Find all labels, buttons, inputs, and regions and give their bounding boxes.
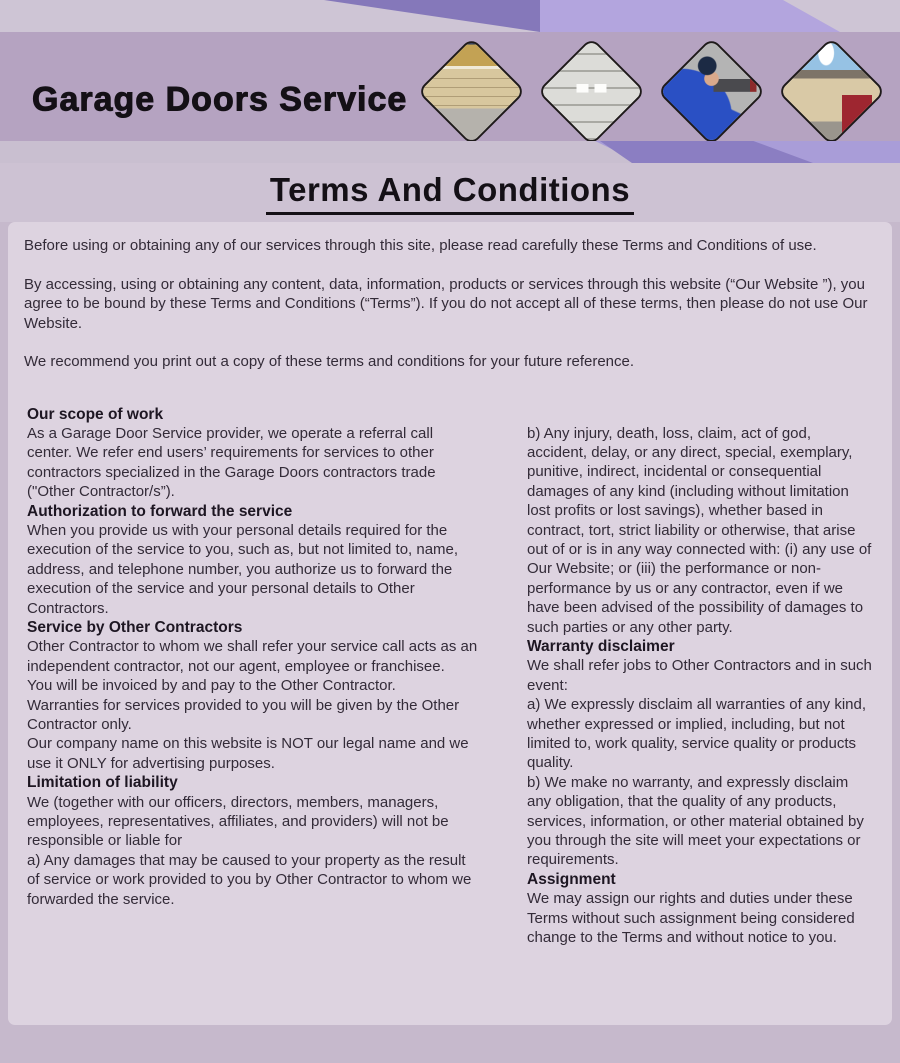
section-heading-scope-of-work: Our scope of work — [27, 405, 164, 423]
terms-column-left — [27, 405, 479, 948]
residential-garage-photo — [417, 37, 526, 146]
brand-title: Garage Doors Service — [32, 80, 408, 119]
technician-photo-image — [658, 38, 765, 145]
section-paragraph: As a Garage Door Service provider, we operate a referral call center. We refer end users’ requirements for services to other contractors specialized in the Garage Doors contractors trade ("Other Contractor/s”). — [27, 424, 436, 501]
sectional-door-photo — [537, 37, 646, 146]
section-paragraph: Warranties for services provided to you will be given by the Other Contractor only. — [27, 696, 460, 733]
intro-paragraph-3: We recommend you print out a copy of these terms and conditions for your future reference. — [24, 353, 635, 370]
section-heading-authorization: Authorization to forward the service — [27, 502, 293, 520]
periwinkle-triangle-shape — [540, 0, 840, 32]
section-heading-limitation-of-liability: Limitation of liability — [27, 774, 178, 792]
intro-paragraph-1: Before using or obtaining any of our services through this site, please read carefully these Terms and Conditions of use. — [24, 237, 817, 254]
section-paragraph: b) Any injury, death, loss, claim, act of god, accident, delay, or any direct, special, exemplary, punitive, indirect, incidental or consequential damages of any kind (including without limitation lost profits or lost savings), whether based in contract, tort, strict liability or otherwise, that arise out of or is in any way connected with: (i) any use of Our Website; or (iii) the performance or non-performance by us or any contractor, even if we have been advised of the possibility of damages to such parties or any other party. — [527, 424, 872, 636]
homes-garage-photo — [777, 37, 886, 146]
terms-columns — [16, 405, 884, 948]
section-heading-warranty-disclaimer: Warranty disclaimer — [527, 637, 675, 655]
header-photo-row — [433, 53, 870, 130]
terms-column-right — [527, 405, 873, 948]
section-heading-service-by-contractors: Service by Other Contractors — [27, 618, 243, 636]
section-paragraph: Other Contractor to whom we shall refer your service call acts as an independent contractor, not our agent, employee or franchisee. — [27, 638, 478, 675]
section-paragraph: When you provide us with your personal details required for the execution of the service to you, such as, but not limited to, name, address, and telephone number, you authorize us to forward the execution of the service and your personal details to Other Contractors. — [27, 521, 459, 617]
page-title: Terms And Conditions — [266, 171, 634, 215]
section-paragraph: We (together with our officers, directors, members, managers, employees, representatives, affiliates, and providers) will not be responsible or liable for — [27, 793, 449, 850]
top-decorative-strip — [0, 0, 900, 32]
section-paragraph: b) We make no warranty, and expressly disclaim any obligation, that the quality of any products, services, information, or other material obtained by you through the site will meet your expectations or requirements. — [527, 773, 864, 869]
section-paragraph: a) Any damages that may be caused to your property as the result of service or work provided to you by Other Contractor to whom we forwarded the service. — [27, 851, 472, 908]
purple-triangle-shape — [324, 0, 540, 32]
homes-garage-photo-image — [778, 38, 885, 145]
section-heading-assignment: Assignment — [527, 870, 616, 888]
terms-content-panel — [8, 222, 892, 1025]
page-title-area — [0, 163, 900, 222]
section-paragraph: You will be invoiced by and pay to the Other Contractor. — [27, 677, 396, 695]
section-paragraph: a) We expressly disclaim all warranties of any kind, whether expressed or implied, including, but not limited to, work quality, service quality or products quality. — [527, 696, 867, 772]
section-paragraph: We shall refer jobs to Other Contractors and in such event: — [527, 657, 872, 694]
residential-garage-photo-image — [418, 38, 525, 145]
sectional-door-photo-image — [538, 38, 645, 145]
technician-photo — [657, 37, 766, 146]
site-header — [0, 32, 900, 141]
company-name-note: Our company name on this website is NOT our legal name and we use it ONLY for advertising purposes. — [27, 735, 469, 772]
ribbon-band — [0, 141, 900, 163]
section-paragraph: We may assign our rights and duties under these Terms without such assignment being considered change to the Terms and without notice to you. — [527, 890, 855, 947]
intro-paragraphs — [16, 236, 884, 372]
intro-paragraph-2: By accessing, using or obtaining any content, data, information, products or services through this website (“Our Website ”), you agree to be bound by these Terms and Conditions (“Terms”). If you do not accept all of these terms, then please do not use Our Website. — [24, 275, 868, 332]
